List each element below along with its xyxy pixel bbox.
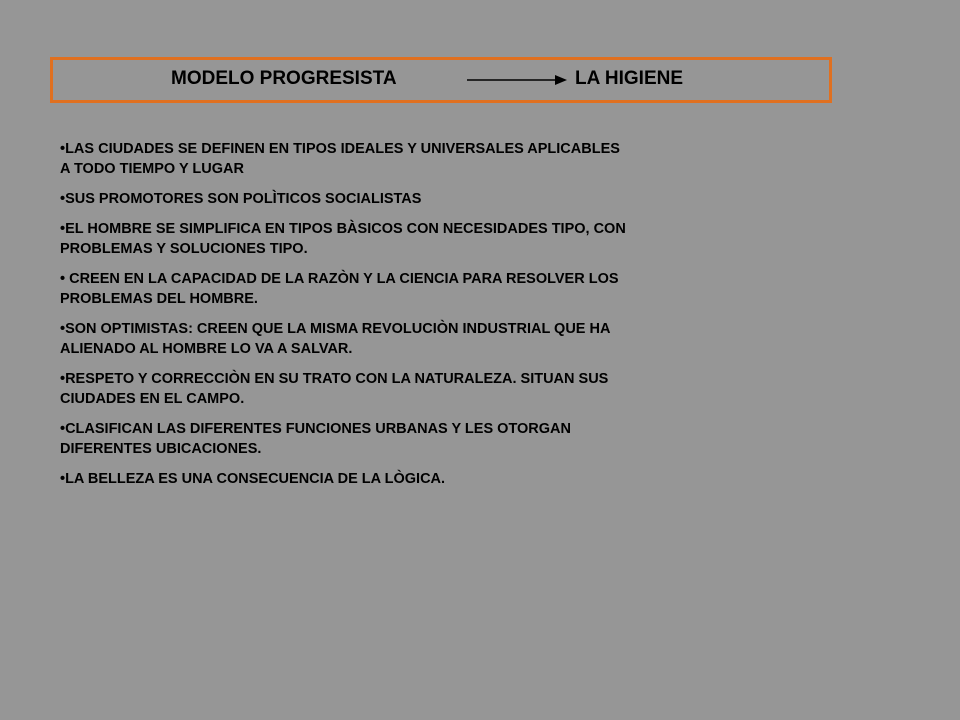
bullet-item: • CREEN EN LA CAPACIDAD DE LA RAZÒN Y LA CIENCIA PARA RESOLVER LOS PROBLEMAS DEL HOMBRE.	[60, 271, 619, 307]
right-arrow-icon	[467, 72, 567, 88]
title-box	[50, 57, 832, 103]
bullet-list	[60, 139, 795, 499]
title-left: MODELO PROGRESISTA	[171, 68, 397, 89]
bullet-item: •SUS PROMOTORES SON POLÌTICOS SOCIALISTAS	[60, 191, 422, 207]
title-right: LA HIGIENE	[575, 68, 684, 89]
bullet-item: •CLASIFICAN LAS DIFERENTES FUNCIONES URBANAS Y LES OTORGAN DIFERENTES UBICACIONES.	[60, 421, 572, 457]
bullet-item: •SON OPTIMISTAS: CREEN QUE LA MISMA REVOLUCIÒN INDUSTRIAL QUE HA ALIENADO AL HOMBRE LO VA A SALVAR.	[60, 321, 611, 357]
bullet-item: •RESPETO Y CORRECCIÒN EN SU TRATO CON LA NATURALEZA. SITUAN SUS CIUDADES EN EL CAMPO.	[60, 371, 609, 407]
bullet-item: •EL HOMBRE SE SIMPLIFICA EN TIPOS BÀSICOS CON NECESIDADES TIPO, CON PROBLEMAS Y SOLUCIONES TIPO.	[60, 221, 626, 257]
bullet-item: •LAS CIUDADES SE DEFINEN EN TIPOS IDEALES Y UNIVERSALES APLICABLES A TODO TIEMPO Y LUGAR	[60, 141, 620, 177]
bullet-item: •LA BELLEZA ES UNA CONSECUENCIA DE LA LÒGICA.	[60, 471, 446, 487]
